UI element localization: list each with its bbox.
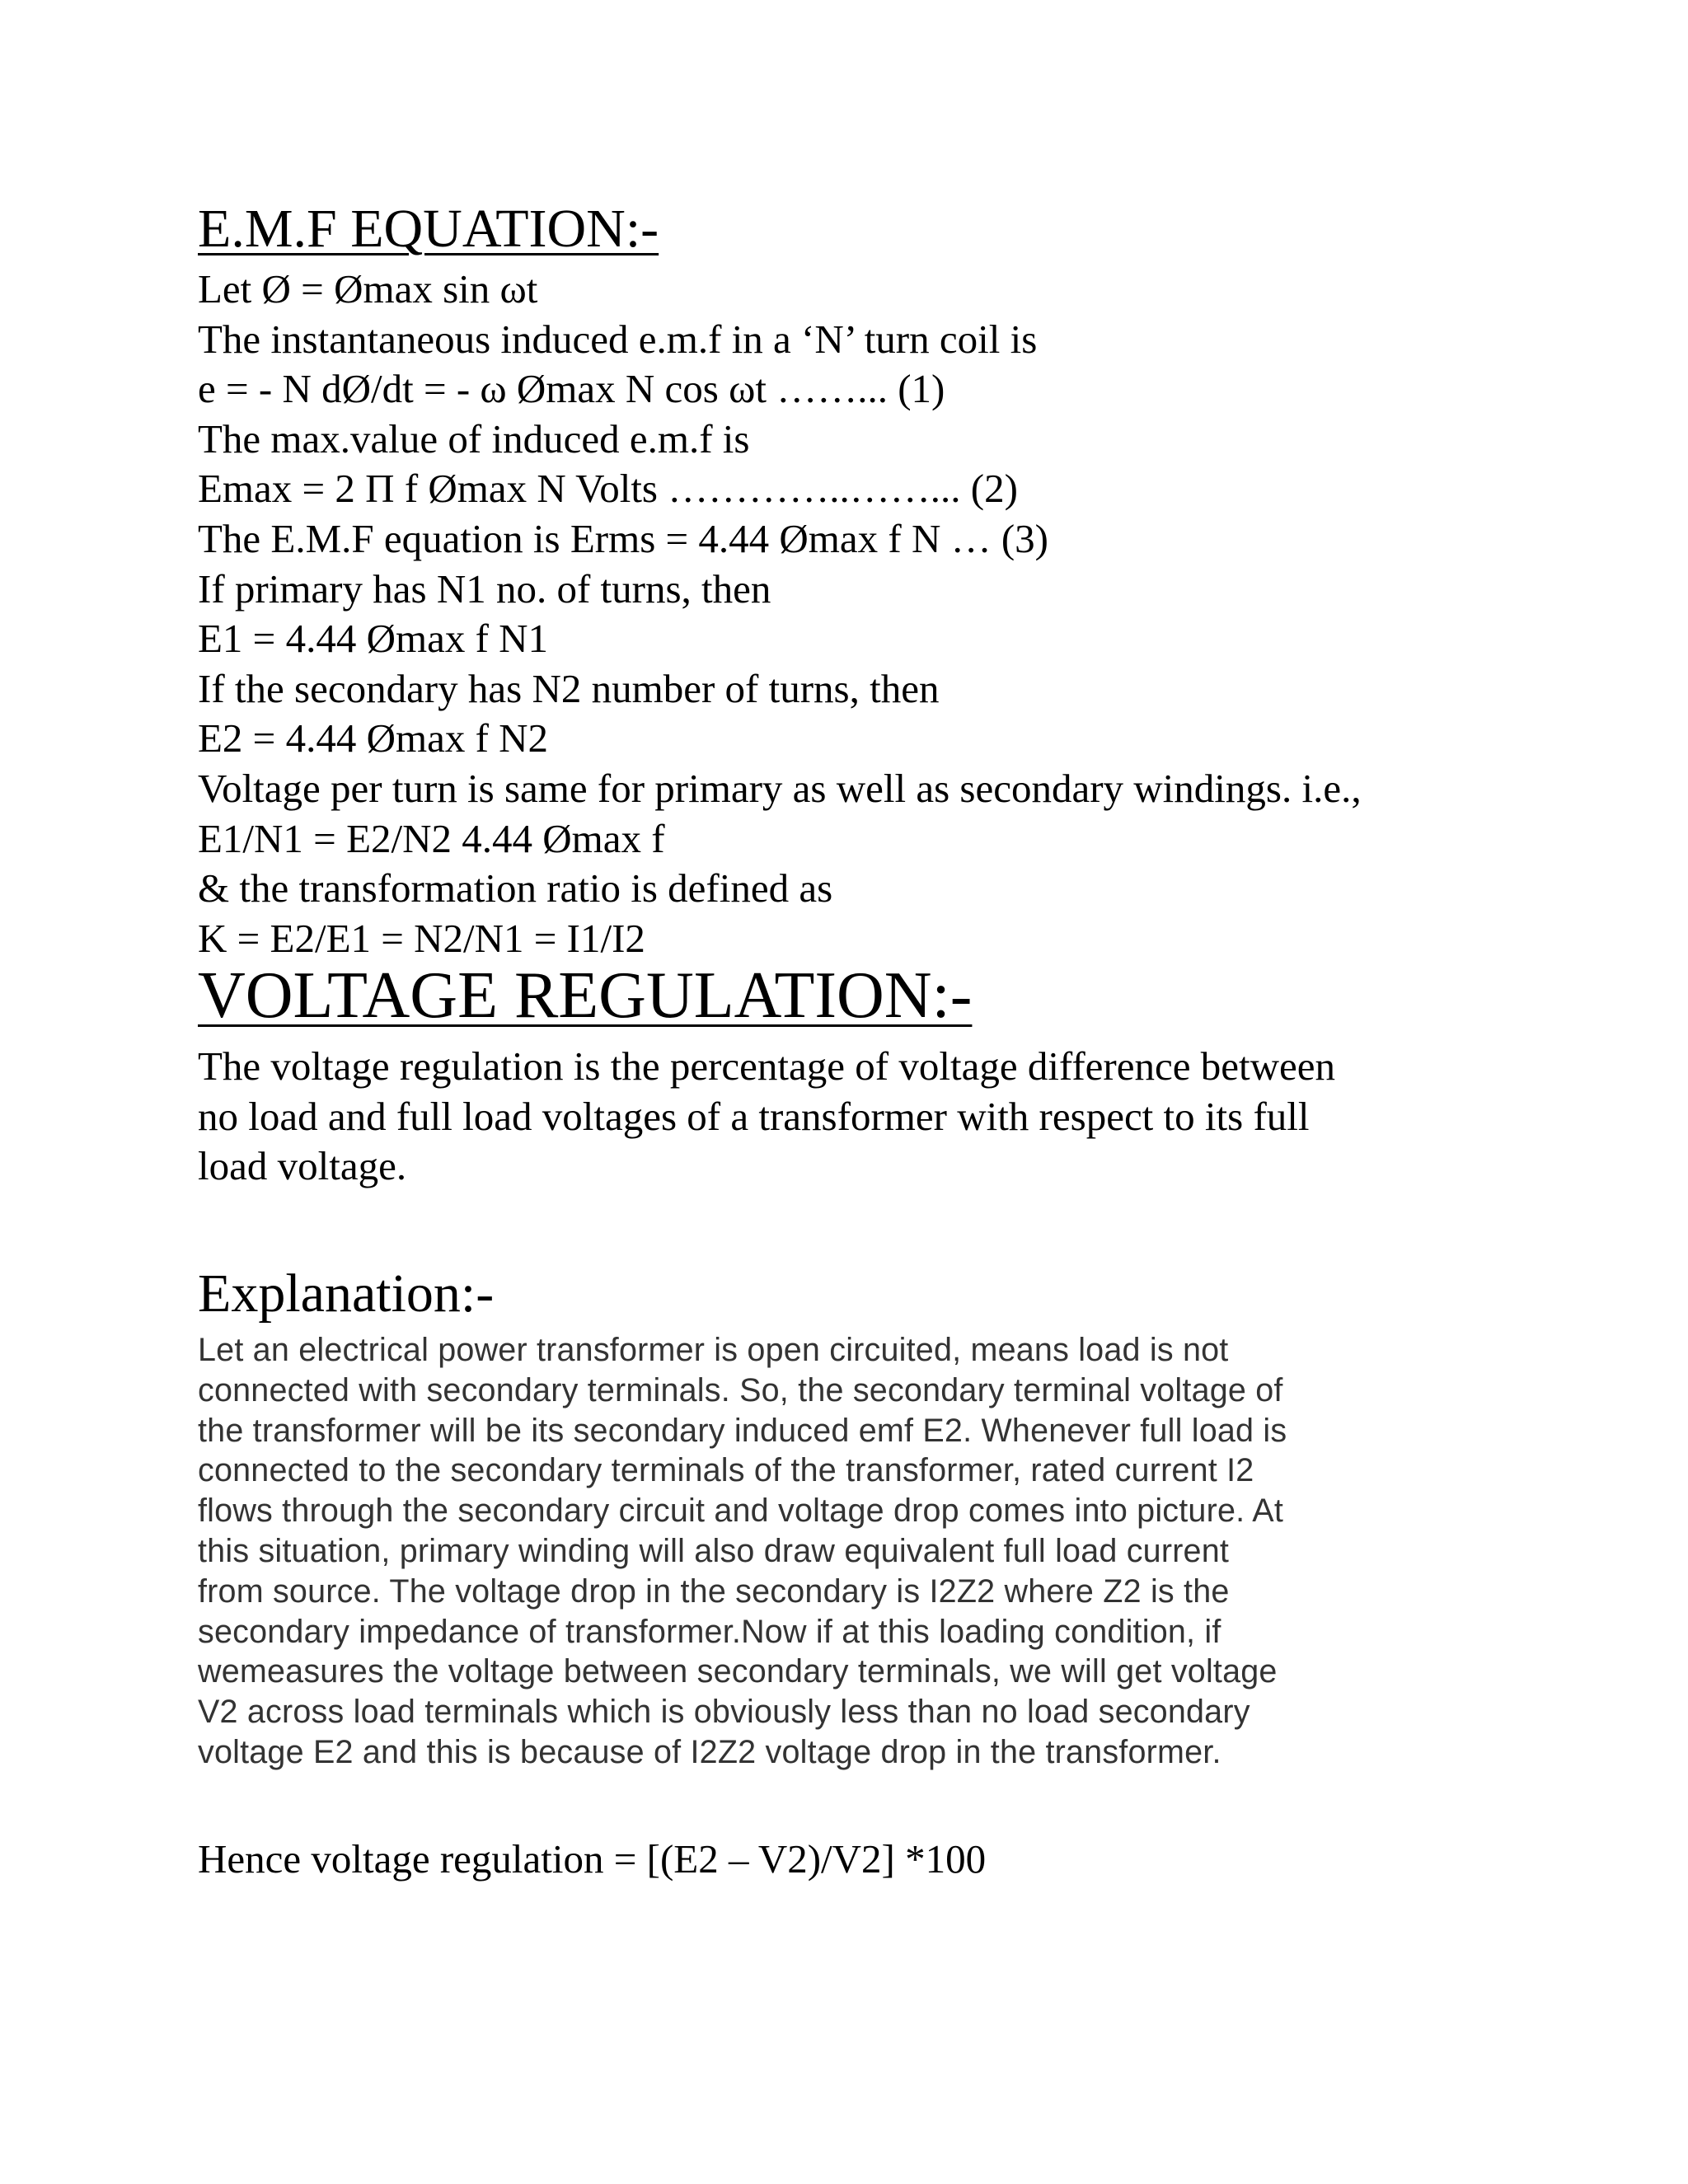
voltage-regulation-definition (198, 1042, 1451, 1192)
voltage-regulation-formula: Hence voltage regulation = [(E2 – V2)/V2] *100 (198, 1836, 987, 1882)
explanation-line: flows through the secondary circuit and voltage drop comes into picture. At (198, 1493, 1284, 1530)
emf-line: e = - N dØ/dt = - ω Ømax N cos ωt ……... (1) (198, 366, 945, 412)
explanation-line: Let an electrical power transformer is open circuited, means load is not (198, 1332, 1229, 1368)
emf-line: & the transformation ratio is defined as (198, 865, 833, 912)
explanation-heading: Explanation:- (198, 1263, 495, 1324)
emf-line: If the secondary has N2 number of turns, then (198, 665, 940, 711)
emf-line: The max.value of induced e.m.f is (198, 415, 750, 462)
explanation-line: V2 across load terminals which is obviously less than no load secondary (198, 1694, 1250, 1731)
emf-line: E1 = 4.44 Ømax f N1 (198, 616, 549, 662)
explanation-line: secondary impedance of transformer.Now if at this loading condition, if (198, 1613, 1221, 1650)
emf-line: Voltage per turn is same for primary as well as secondary windings. i.e., (198, 765, 1362, 811)
emf-equation-body (198, 265, 1550, 963)
emf-line: The E.M.F equation is Erms = 4.44 Ømax f N … (3) (198, 515, 1048, 561)
explanation-line: wemeasures the voltage between secondary terminals, we will get voltage (198, 1653, 1278, 1690)
emf-line: Let Ø = Ømax sin ωt (198, 266, 538, 312)
explanation-line: from source. The voltage drop in the secondary is I2Z2 where Z2 is the (198, 1572, 1230, 1610)
explanation-line: the transformer will be its secondary induced emf E2. Whenever full load is (198, 1412, 1287, 1449)
emf-line: K = E2/E1 = N2/N1 = I1/I2 (198, 915, 645, 961)
explanation-line: voltage E2 and this is because of I2Z2 voltage drop in the transformer. (198, 1733, 1221, 1770)
definition-line: load voltage. (198, 1143, 407, 1189)
definition-line: no load and full load voltages of a transformer with respect to its full (198, 1093, 1310, 1139)
emf-line: E2 = 4.44 Ømax f N2 (198, 715, 549, 762)
emf-line: Emax = 2 Π f Ømax N Volts …………..……... (2) (198, 466, 1018, 512)
emf-line: E1/N1 = E2/N2 4.44 Ømax f (198, 815, 665, 861)
explanation-line: this situation, primary winding will also draw equivalent full load current (198, 1532, 1230, 1569)
explanation-paragraph (198, 1330, 1475, 1773)
emf-line: The instantaneous induced e.m.f in a ‘N’ turn coil is (198, 316, 1038, 362)
explanation-line: connected with secondary terminals. So, the secondary terminal voltage of (198, 1371, 1283, 1408)
definition-line: The voltage regulation is the percentage of voltage difference between (198, 1043, 1335, 1089)
emf-line: If primary has N1 no. of turns, then (198, 565, 771, 612)
voltage-regulation-heading: VOLTAGE REGULATION:- (198, 959, 973, 1032)
explanation-line: connected to the secondary terminals of the transformer, rated current I2 (198, 1452, 1254, 1489)
emf-equation-heading: E.M.F EQUATION:- (198, 199, 659, 259)
